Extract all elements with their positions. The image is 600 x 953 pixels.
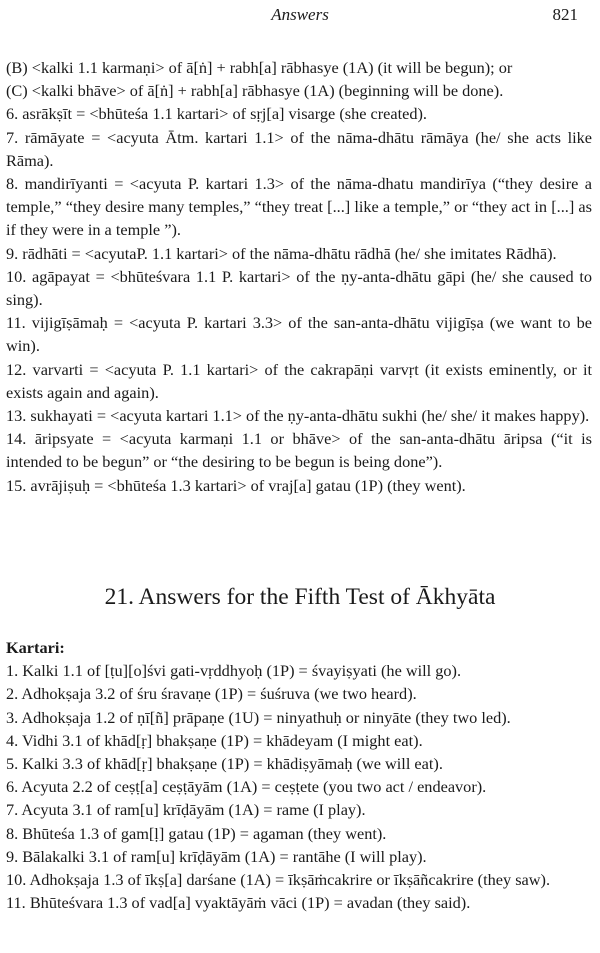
answer-item: 12. varvarti = <acyuta P. 1.1 kartari> of the cakrapāṇi varvṛt (it exists eminently, or it exists again and again). xyxy=(6,359,592,402)
answer-item: 4. Vidhi 3.1 of khād[ṛ] bhakṣaṇe (1P) = khādeyam (I might eat). xyxy=(6,730,423,750)
answer-line: (C) <kalki bhāve> of ā[ṅ] + rabh[a] rābhasye (1A) (beginning will be done). xyxy=(6,81,504,101)
answer-item: 9. rādhāti = <acyutaP. 1.1 kartari> of the nāma-dhātu rādhā (he/ she imitates Rādhā). xyxy=(6,243,557,263)
answer-item: 11. Bhūteśvara 1.3 of vad[a] vyaktāyāṁ vāci (1P) = avadan (they said). xyxy=(6,893,471,913)
subheading: Kartari: xyxy=(6,638,65,657)
answer-item: 6. Acyuta 2.2 of ceṣṭ[a] ceṣṭāyām (1A) = ceṣṭete (you two act / endeavor). xyxy=(6,777,487,797)
answer-item: 9. Bālakalki 3.1 of ram[u] krīḍāyām (1A) = rantāhe (I will play). xyxy=(6,846,427,866)
answer-item: 10. agāpayat = <bhūteśvara 1.1 P. kartari> of the ṇy-anta-dhātu gāpi (he/ she caused to sing). xyxy=(6,266,592,310)
answer-item: 7. rāmāyate = <acyuta Ātm. kartari 1.1> of the nāma-dhātu rāmāya (he/ she acts like Rāma). xyxy=(6,127,592,170)
answer-line: (B) <kalki 1.1 karmaṇi> of ā[ṅ] + rabh[a] rābhasye (1A) (it will be begun); or xyxy=(6,58,513,77)
running-header-title: Answers xyxy=(271,5,329,24)
answer-item: 6. asrākṣīt = <bhūteśa 1.1 kartari> of sṛj[a] visarge (she created). xyxy=(6,104,428,124)
answer-item: 3. Adhokṣaja 1.2 of ṇī[ñ] prāpaṇe (1U) = ninyathuḥ or ninyāte (they two led). xyxy=(6,707,511,727)
answer-item: 8. mandirīyanti = <acyuta P. kartari 1.3> of the nāma-dhatu mandirīya (“they desire a temple,” “they desire many temples,” “they treat [...] like a temple,” or “they act in [...] as if they were in a temple ”). xyxy=(6,174,592,240)
answers-continued xyxy=(6,56,592,497)
answer-item: 15. avrājiṣuḥ = <bhūteśa 1.3 kartari> of vraj[a] gatau (1P) (they went). xyxy=(6,475,466,495)
answer-item: 14. āripsyate = <acyuta karmaṇi 1.1 or bhāve> of the san-anta-dhātu āripsa (“it is intended to be begun” or “the desiring to be begun is being done”). xyxy=(6,429,592,472)
section-heading: 21. Answers for the Fifth Test of Ākhyāta xyxy=(104,584,496,610)
answer-item: 10. Adhokṣaja 1.3 of īkṣ[a] darśane (1A) = īkṣāṁcakrire or īkṣāñcakrire (they saw). xyxy=(6,870,551,890)
answer-item: 8. Bhūteśa 1.3 of gam[ḷ] gatau (1P) = agaman (they went). xyxy=(6,823,387,843)
answer-item: 5. Kalki 3.3 of khād[ṛ] bhakṣaṇe (1P) = khādiṣyāmaḥ (we will eat). xyxy=(6,754,443,774)
answer-item: 7. Acyuta 3.1 of ram[u] krīḍāyām (1A) = rame (I play). xyxy=(6,800,366,820)
answer-item: 2. Adhokṣaja 3.2 of śru śravaṇe (1P) = śuśruva (we two heard). xyxy=(6,684,417,704)
answer-item: 11. vijigīṣāmaḥ = <acyuta P. kartari 3.3> of the san-anta-dhātu vijigīṣa (we want to be win). xyxy=(6,313,592,356)
kartari-answers xyxy=(6,636,592,914)
answer-item: 1. Kalki 1.1 of [ṭu][o]śvi gati-vṛddhyoḥ (1P) = śvayiṣyati (he will go). xyxy=(6,661,462,681)
page-number: 821 xyxy=(552,5,578,24)
answer-item: 13. sukhayati = <acyuta kartari 1.1> of the ṇy-anta-dhātu sukhi (he/ she/ it makes happy). xyxy=(6,406,590,426)
